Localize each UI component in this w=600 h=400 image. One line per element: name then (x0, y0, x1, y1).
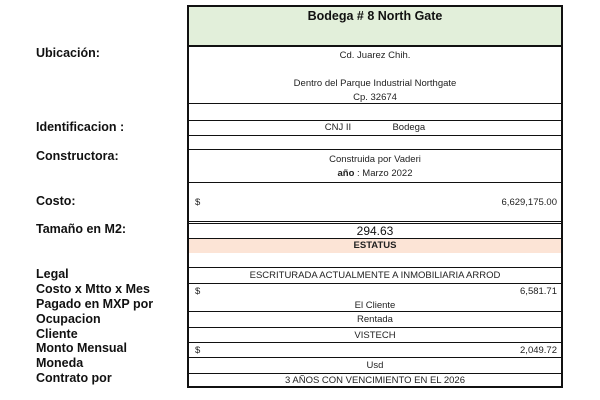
label-constructora: Constructora: (36, 149, 119, 163)
label-contrato: Contrato por (36, 371, 112, 385)
label-legal: Legal (36, 267, 69, 281)
costo-cell (189, 182, 561, 221)
label-monto: Monto Mensual (36, 341, 127, 355)
identificacion-value (189, 122, 561, 133)
currency-symbol: $ (195, 286, 201, 297)
header-row (189, 7, 561, 45)
identificacion-type: Bodega (392, 122, 426, 133)
constructora-name: Construida por Vaderi (329, 154, 421, 165)
moneda-cell (189, 357, 561, 373)
costo-mtto-cell (189, 283, 561, 311)
blank-row (189, 135, 561, 149)
currency-symbol: $ (195, 345, 201, 356)
monto-cell (189, 342, 561, 357)
ubicacion-cp: Cp. 32674 (353, 92, 397, 103)
ocupacion-cell (189, 311, 561, 327)
cliente-value: VISTECH (354, 330, 396, 341)
estatus-header (189, 238, 561, 253)
tamano-value: 294.63 (356, 224, 394, 238)
contrato-cell (189, 373, 561, 388)
ocupacion-value: Rentada (357, 314, 393, 325)
cliente-cell (189, 327, 561, 342)
label-costo: Costo: (36, 194, 76, 208)
blank-row (189, 253, 561, 267)
label-costo-mtto: Costo x Mtto x Mes (36, 282, 150, 296)
constructora-cell (189, 149, 561, 182)
label-tamano: Tamaño en M2: (36, 222, 127, 236)
pagado-value: El Cliente (354, 300, 396, 311)
estatus-label: ESTATUS (353, 240, 397, 251)
label-ocupacion: Ocupacion (36, 312, 101, 326)
contrato-value: 3 AÑOS CON VENCIMIENTO EN EL 2026 (284, 375, 466, 386)
ubicacion-cell (189, 45, 561, 103)
label-pagado: Pagado en MXP por (36, 297, 154, 311)
year-value: : Marzo 2022 (354, 168, 413, 179)
legal-value: ESCRITURADA ACTUALMENTE A INMOBILIARIA ARROD (249, 270, 501, 281)
legal-cell (189, 267, 561, 283)
tamano-cell (189, 223, 561, 238)
year-label: año (337, 168, 355, 179)
currency-symbol: $ (195, 197, 201, 208)
label-cliente: Cliente (36, 327, 78, 341)
identificacion-code: CNJ II (324, 122, 352, 133)
label-moneda: Moneda (36, 356, 84, 370)
label-identificacion: Identificacion : (36, 120, 125, 134)
property-title: Bodega # 8 North Gate (307, 9, 443, 23)
ubicacion-city: Cd. Juarez Chih. (339, 50, 411, 61)
costo-value: 6,629,175.00 (501, 197, 557, 208)
label-ubicacion: Ubicación: (36, 46, 100, 60)
ubicacion-park: Dentro del Parque Industrial Northgate (293, 78, 457, 89)
identificacion-cell (189, 120, 561, 135)
monto-value: 2,049.72 (520, 345, 557, 356)
blank-row (189, 103, 561, 118)
property-table (187, 5, 563, 388)
moneda-value: Usd (366, 360, 384, 371)
constructora-year (189, 168, 561, 179)
costo-mtto-value: 6,581.71 (520, 286, 557, 297)
